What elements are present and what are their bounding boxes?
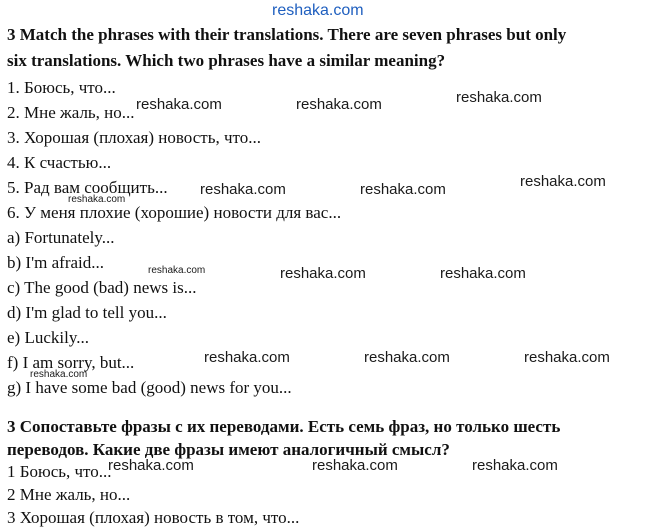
watermark: reshaka.com (440, 265, 526, 282)
watermark: reshaka.com (204, 349, 290, 366)
watermark: reshaka.com (524, 349, 610, 366)
watermark: reshaka.com (360, 181, 446, 198)
watermark: reshaka.com (280, 265, 366, 282)
exercise-title-ru-line2: переводов. Какие две фразы имеют аналогичный смысл? (7, 440, 450, 459)
watermark: reshaka.com (312, 457, 398, 474)
watermark: reshaka.com (520, 173, 606, 190)
watermark: reshaka.com (296, 96, 382, 113)
watermark: reshaka.com (30, 369, 88, 380)
watermark: reshaka.com (200, 181, 286, 198)
exercise-title-en-line2: six translations. Which two phrases have a similar meaning? (7, 51, 446, 70)
watermark: reshaka.com (136, 96, 222, 113)
list-item: 6. У меня плохие (хорошие) новости для вас... (7, 203, 342, 222)
watermark: reshaka.com (472, 457, 558, 474)
exercise-title-ru-line1: 3 Сопоставьте фразы с их переводами. Есть семь фраз, но только шесть (7, 417, 561, 436)
list-item: 3 Хорошая (плохая) новость в том, что... (7, 508, 300, 527)
list-item: f) I am sorry, but... (7, 353, 135, 372)
watermark: reshaka.com (364, 349, 450, 366)
list-item: 1 Боюсь, что... (7, 462, 112, 481)
watermark: reshaka.com (456, 89, 542, 106)
watermark: reshaka.com (108, 457, 194, 474)
exercise-title-en-line1: 3 Match the phrases with their translations. There are seven phrases but only (7, 25, 567, 44)
list-item: 5. Рад вам сообщить... (7, 178, 168, 197)
list-item: a) Fortunately... (7, 228, 115, 247)
list-item: g) I have some bad (good) news for you... (7, 378, 292, 397)
list-item: 2. Мне жаль, но... (7, 103, 135, 122)
list-item: d) I'm glad to tell you... (7, 303, 167, 322)
list-item: 3. Хорошая (плохая) новость, что... (7, 128, 261, 147)
list-item: 2 Мне жаль, но... (7, 485, 131, 504)
watermark: reshaka.com (148, 265, 206, 276)
list-item: e) Luckily... (7, 328, 89, 347)
list-item: c) The good (bad) news is... (7, 278, 197, 297)
list-item: b) I'm afraid... (7, 253, 104, 272)
watermark-top: reshaka.com (272, 2, 364, 19)
list-item: 4. К счастью... (7, 153, 112, 172)
watermark: reshaka.com (68, 194, 126, 205)
list-item: 1. Боюсь, что... (7, 78, 116, 97)
